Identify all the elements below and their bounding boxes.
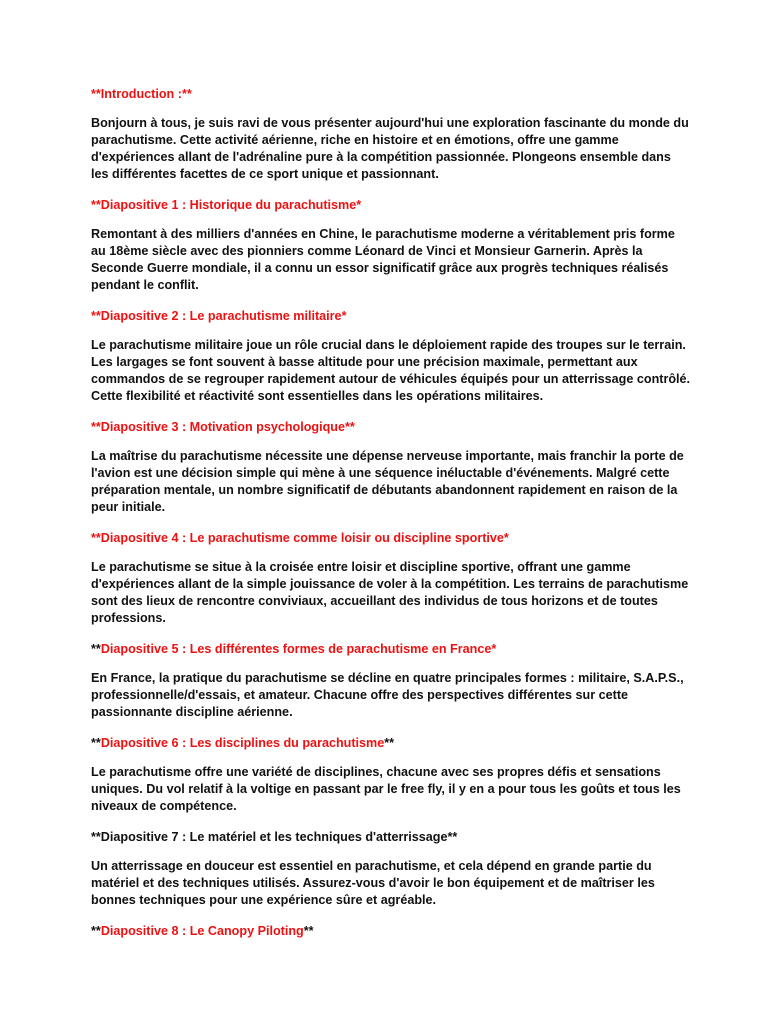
- section-heading-slide-5: [91, 641, 691, 658]
- section-heading-slide-7: [91, 829, 691, 846]
- section-body-slide-2: Le parachutisme militaire joue un rôle crucial dans le déploiement rapide des troupes sur le terrain. Les largages se font souvent à basse altitude pour une précision maximale, permettant aux commandos de se regrouper rapidement autour de véhicules équipés pour un atterrissage contrôlé. Cette flexibilité et réactivité sont essentielles dans les opérations militaires.: [91, 338, 691, 403]
- heading-text: **Introduction :**: [91, 87, 192, 101]
- heading-text: **Diapositive 2 : Le parachutisme militaire*: [91, 309, 347, 323]
- section-heading-slide-4: [91, 530, 691, 547]
- section-heading-slide-3: [91, 419, 691, 436]
- section-body-slide-3: La maîtrise du parachutisme nécessite une dépense nerveuse importante, mais franchir la porte de l'avion est une décision simple qui mène à une séquence inéluctable d'événements. Malgré cette préparation mentale, un nombre significatif de débutants abandonnent rapidement en raison de la peur initiale.: [91, 449, 684, 514]
- heading-text: Diapositive 6 : Les disciplines du parachutisme: [100, 736, 385, 750]
- heading-prefix: **: [91, 736, 101, 750]
- heading-text: **Diapositive 3 : Motivation psychologique**: [91, 420, 355, 434]
- section-heading-slide-2: [91, 308, 691, 325]
- heading-text: **Diapositive 1 : Historique du parachutisme*: [91, 198, 362, 212]
- document-content: [91, 86, 691, 952]
- heading-suffix: **: [384, 736, 395, 750]
- section-body-slide-7: Un atterrissage en douceur est essentiel en parachutisme, et cela dépend en grande partie du matériel et des techniques utilisés. Assurez-vous d'avoir le bon équipement et de maîtriser les bonnes techniques pour une expérience sûre et agréable.: [91, 859, 655, 907]
- section-body-slide-4: Le parachutisme se situe à la croisée entre loisir et discipline sportive, offrant une gamme d'expériences allant de la simple jouissance de voler à la compétition. Les terrains de parachutisme sont des lieux de rencontre conviviaux, accueillant des individus de tous horizons et de toutes professions.: [91, 560, 689, 625]
- heading-prefix: **: [91, 924, 101, 938]
- section-body-slide-6: Le parachutisme offre une variété de disciplines, chacune avec ses propres défis et sensations uniques. Du vol relatif à la voltige en passant par le free fly, il y en a pour tous les goûts et tous les niveaux de compétence.: [91, 765, 681, 813]
- heading-suffix: **: [303, 924, 314, 938]
- heading-prefix: **: [91, 642, 101, 656]
- section-heading-introduction: [91, 86, 691, 103]
- heading-text: Diapositive 5 : Les différentes formes de parachutisme en France*: [100, 642, 497, 656]
- heading-text: Diapositive 8 : Le Canopy Piloting: [100, 924, 304, 938]
- heading-text: **Diapositive 7 : Le matériel et les techniques d'atterrissage**: [91, 830, 458, 844]
- section-heading-slide-6: [91, 735, 691, 752]
- section-heading-slide-1: [91, 197, 691, 214]
- section-body-introduction: Bonjourn à tous, je suis ravi de vous présenter aujourd'hui une exploration fascinante du monde du parachutisme. Cette activité aérienne, riche en histoire et en émotions, offre une gamme d'expériences allant de l'adrénaline pure à la compétition passionnée. Plongeons ensemble dans les différentes facettes de ce sport unique et passionnant.: [91, 116, 689, 181]
- section-body-slide-1: Remontant à des milliers d'années en Chine, le parachutisme moderne a véritablement pris forme au 18ème siècle avec des pionniers comme Léonard de Vinci et Monsieur Garnerin. Après la Seconde Guerre mondiale, il a connu un essor significatif grâce aux progrès techniques réalisés pendant le conflit.: [91, 227, 675, 292]
- heading-text: **Diapositive 4 : Le parachutisme comme loisir ou discipline sportive*: [91, 531, 509, 545]
- section-body-slide-5: En France, la pratique du parachutisme se décline en quatre principales formes : militaire, S.A.P.S., professionnelle/d'essais, et amateur. Chacune offre des perspectives différentes sur cette passionnante discipline aérienne.: [91, 671, 684, 719]
- section-heading-slide-8: [91, 923, 691, 940]
